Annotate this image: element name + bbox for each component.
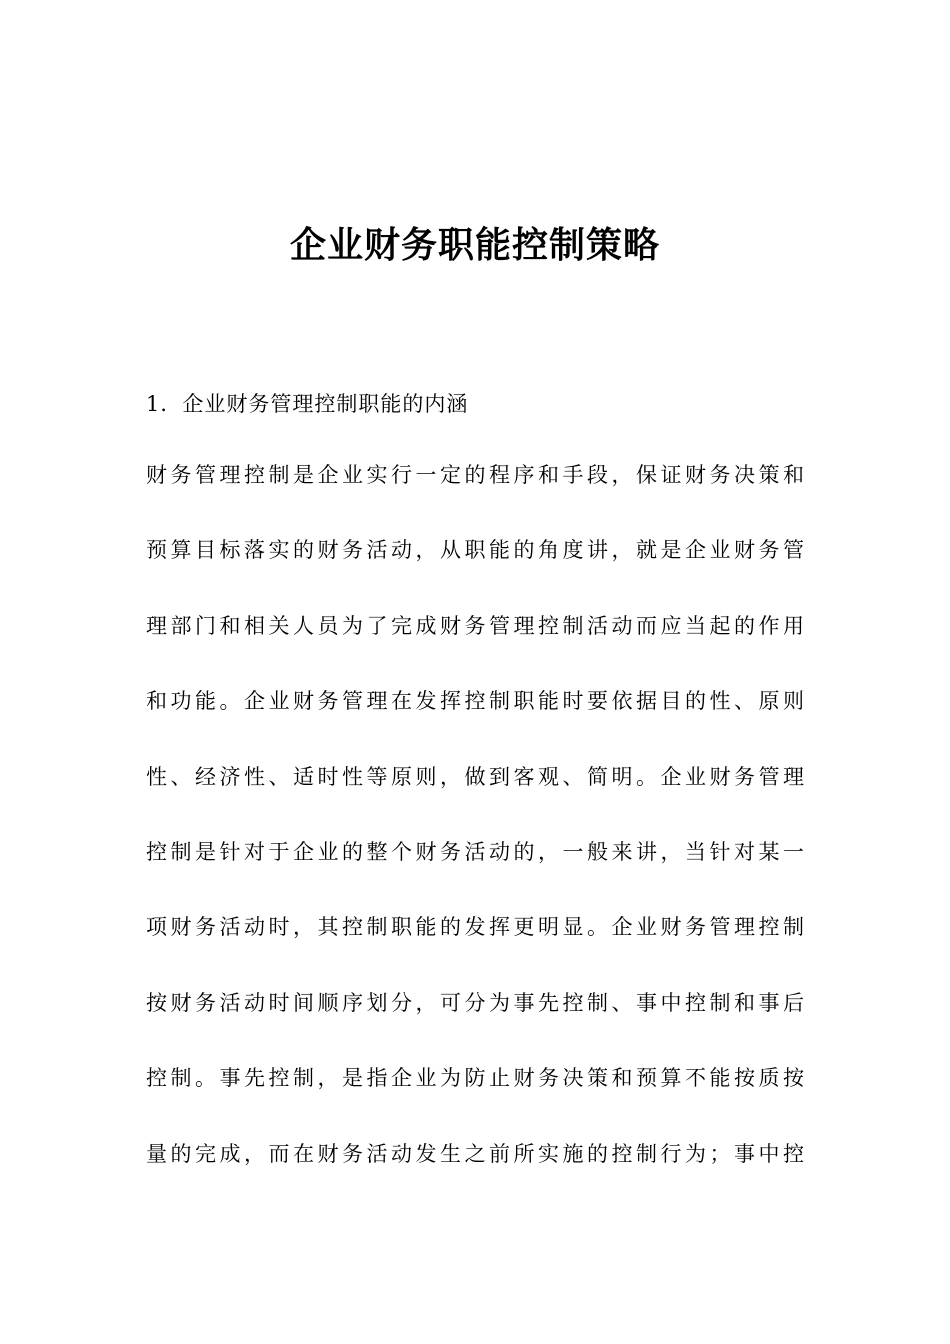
- body-line-6: 控制是针对于企业的整个财务活动的，一般来讲，当针对某一: [146, 839, 804, 864]
- body-paragraph: [146, 459, 806, 1213]
- body-line-5: 性、经济性、适时性等原则，做到客观、简明。企业财务管理: [146, 764, 804, 789]
- body-line-4: 和功能。企业财务管理在发挥控制职能时要依据目的性、原则: [146, 689, 804, 714]
- section-heading: 1．企业财务管理控制职能的内涵: [146, 392, 469, 416]
- body-line-9: 控制。事先控制，是指企业为防止财务决策和预算不能按质按: [146, 1066, 804, 1091]
- body-line-10: 量的完成，而在财务活动发生之前所实施的控制行为；事中控: [146, 1141, 804, 1166]
- document-title: 企业财务职能控制策略: [289, 225, 660, 266]
- body-line-1: 财务管理控制是企业实行一定的程序和手段，保证财务决策和: [146, 463, 804, 487]
- body-line-8: 按财务活动时间顺序划分，可分为事先控制、事中控制和事后: [146, 990, 804, 1015]
- body-line-7: 项财务活动时，其控制职能的发挥更明显。企业财务管理控制: [146, 915, 804, 940]
- body-line-2: 预算目标落实的财务活动，从职能的角度讲，就是企业财务管: [146, 538, 804, 563]
- body-line-3: 理部门和相关人员为了完成财务管理控制活动而应当起的作用: [146, 613, 804, 638]
